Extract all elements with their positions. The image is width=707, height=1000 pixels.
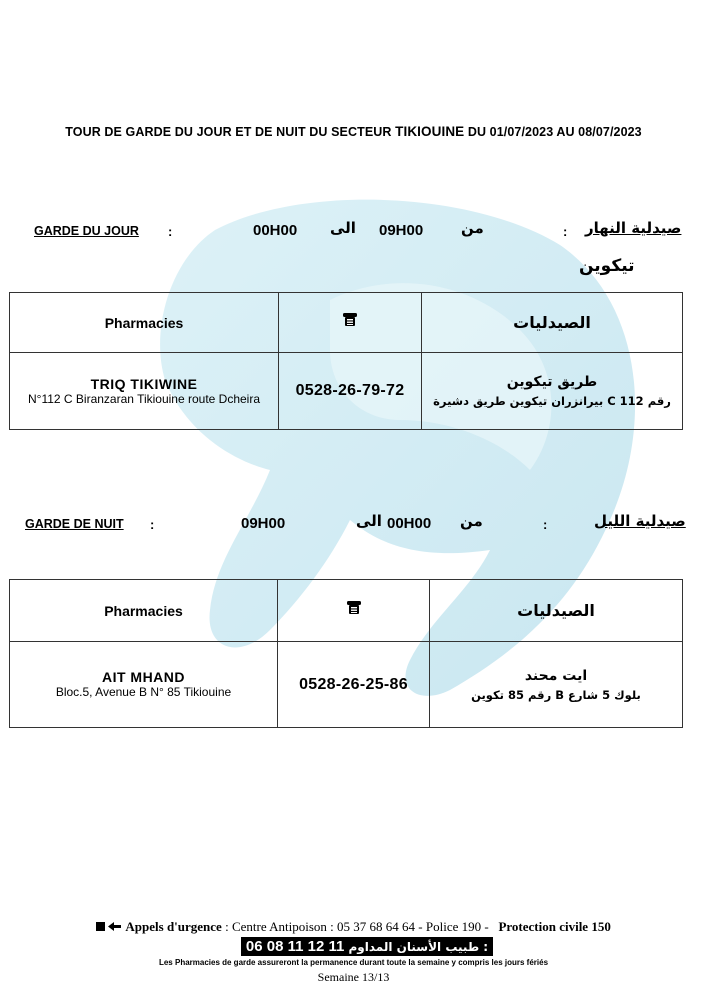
pharmacy-address-fr: N°112 C Biranzaran Tikiouine route Dcheira	[27, 391, 261, 406]
night-min: من	[460, 512, 483, 530]
notice-text: Les Pharmacies de garde assureront la permanence durant toute la semaine y compris les jours fériés	[158, 958, 549, 967]
page-title	[0, 124, 707, 139]
week-number: Semaine 13/13	[317, 970, 390, 984]
pharmacy-name-ar: طريق تيكوين	[506, 374, 598, 390]
pharmacy-ar-cell	[422, 353, 683, 430]
night-time-end: 09H00	[241, 515, 286, 532]
day-time-start: 09H00	[379, 222, 424, 239]
night-colon: :	[150, 517, 155, 532]
day-colon: :	[168, 224, 173, 239]
emergency-sep: :	[221, 919, 232, 934]
emergency-line	[0, 919, 707, 935]
day-label-ar: صيدلية النهار	[585, 219, 682, 237]
emergency-arrow-icon	[96, 921, 122, 932]
pharmacy-name-ar: ايت محند	[524, 667, 588, 684]
header-phone-cell	[279, 293, 422, 353]
title-prefix: TOUR DE GARDE DU JOUR ET DE NUIT DU SECTEUR	[65, 125, 396, 139]
dentist-banner	[241, 937, 493, 956]
pharmacy-name-fr: AIT MHAND	[101, 669, 186, 685]
day-area-ar: تيكوين	[579, 256, 635, 276]
table-row	[10, 353, 683, 430]
civil-protection: Protection civile 150	[498, 919, 611, 934]
night-pharmacy-table	[9, 579, 683, 728]
day-time-end: 00H00	[253, 222, 298, 239]
dentist-phone: 06 08 11 12 11	[245, 938, 345, 955]
pharmacy-fr-cell	[10, 642, 278, 728]
night-label-fr: GARDE DE NUIT	[25, 517, 124, 531]
pharmacy-ar-cell	[430, 642, 683, 728]
pharmacy-address-ar: رقم 112 C بيرانزران تيكوين طريق دشيرة	[433, 394, 671, 408]
pharmacy-name-fr: TRIQ TIKIWINE	[90, 375, 198, 392]
pharmacy-phone: 0528-26-79-72	[279, 353, 422, 430]
pharmacy-phone: 0528-26-25-86	[278, 642, 430, 728]
header-phone-cell	[278, 580, 430, 642]
day-ila: الى	[330, 219, 356, 237]
day-pharmacy-table	[9, 292, 683, 430]
telephone-icon	[346, 600, 362, 616]
table-row	[10, 642, 683, 728]
day-colon-ar: :	[563, 224, 568, 239]
telephone-icon	[342, 312, 358, 328]
night-label-ar: صيدلية الليل	[594, 512, 686, 530]
night-ila: الى	[356, 512, 382, 530]
header-pharmacies: Pharmacies	[10, 293, 279, 353]
header-pharmacies-ar: الصيدليات	[422, 293, 683, 353]
table-header-row	[10, 293, 683, 353]
pharmacy-address-fr: Bloc.5, Avenue B N° 85 Tikiouine	[55, 685, 232, 699]
day-label-fr: GARDE DU JOUR	[34, 224, 139, 238]
night-colon-ar: :	[543, 517, 548, 532]
night-time-start: 00H00	[387, 515, 432, 532]
pharmacy-address-ar: بلوك 5 شارع B رقم 85 تكوين	[471, 687, 641, 702]
header-pharmacies-ar: الصيدليات	[430, 580, 683, 642]
dentist-label-ar: طبيب الأسنان المداوم :	[348, 940, 489, 954]
table-header-row	[10, 580, 683, 642]
day-min: من	[461, 219, 484, 237]
title-sector: TIKIOUINE	[395, 124, 465, 139]
title-suffix: DU 01/07/2023 AU 08/07/2023	[464, 125, 642, 139]
emergency-label: Appels d'urgence	[125, 919, 222, 934]
pharmacy-fr-cell	[10, 353, 279, 430]
emergency-text: Centre Antipoison : 05 37 68 64 64 - Police 190 -	[231, 919, 489, 934]
header-pharmacies: Pharmacies	[10, 580, 278, 642]
